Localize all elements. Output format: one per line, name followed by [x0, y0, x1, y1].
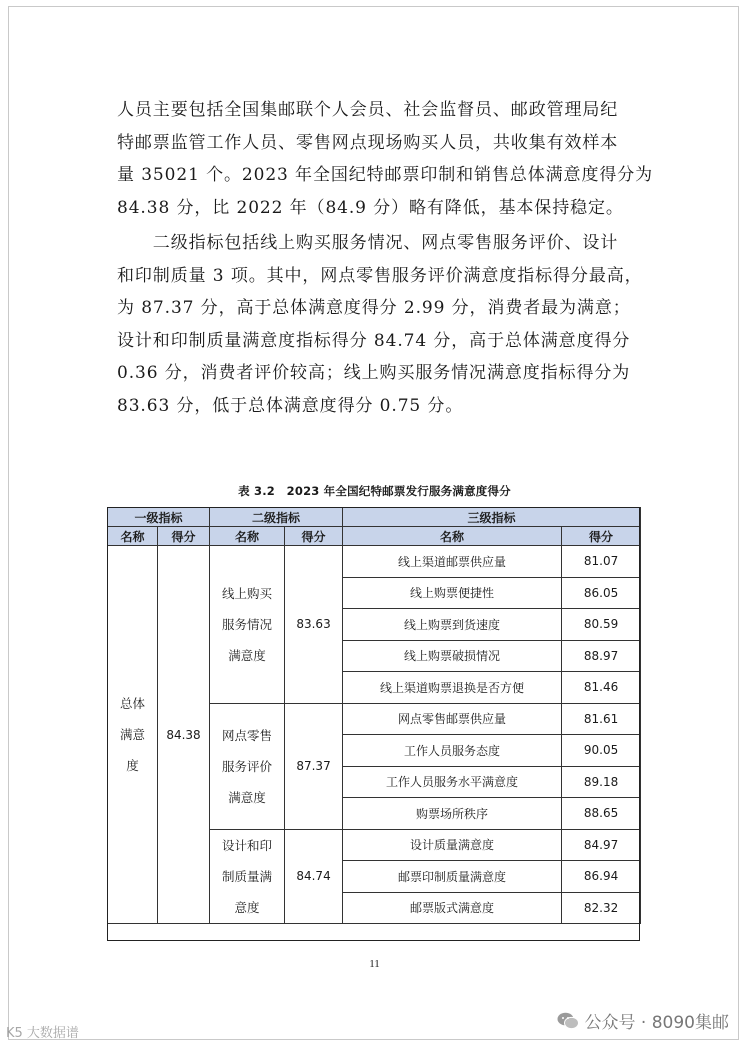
header-level3: 三级指标: [343, 508, 641, 527]
level3-score: 84.97: [562, 829, 641, 861]
text-line: 和印制质量 3 项。其中，网点零售服务评价满意度指标得分最高，: [117, 265, 643, 286]
level3-score: 88.97: [562, 640, 641, 672]
label-line: 服务评价: [222, 758, 273, 774]
text-line: 二级指标包括线上购买服务情况、网点零售服务评价、设计: [117, 233, 619, 253]
level3-name: 邮票版式满意度: [343, 892, 562, 924]
level3-score: 86.05: [562, 577, 641, 609]
level3-name: 购票场所秩序: [343, 798, 562, 830]
watermark-text: 公众号 · 8090集邮: [584, 1013, 729, 1033]
label-line: 网点零售: [222, 727, 273, 743]
header-col: 名称: [108, 527, 158, 546]
level3-name: 线上渠道购票退换是否方便: [343, 672, 562, 704]
label-line: 满意: [119, 727, 145, 742]
satisfaction-table: [107, 507, 641, 924]
label-line: 总体: [119, 696, 145, 711]
level3-name: 邮票印制质量满意度: [343, 861, 562, 893]
header-col: 得分: [285, 527, 343, 546]
text-line: 0.36 分，消费者评价较高；线上购买服务情况满意度指标得分为: [117, 363, 631, 383]
text-line: 特邮票监管工作人员、零售网点现场购买人员，共收集有效样本: [117, 132, 619, 153]
label-line: 设计和印: [222, 837, 273, 853]
text-line: 84.38 分，比 2022 年（84.9 分）略有降低，基本保持稳定。: [117, 197, 624, 218]
header-level2: 二级指标: [210, 508, 343, 527]
label-line: 满意度: [228, 789, 266, 805]
level3-score: 89.18: [562, 766, 641, 798]
label-line: 度: [126, 758, 139, 773]
level1-score: 84.38: [158, 546, 210, 924]
level2-name: [210, 546, 285, 704]
level3-score: 82.32: [562, 892, 641, 924]
body-paragraph-1: [117, 94, 654, 224]
text-line: 为 87.37 分，高于总体满意度得分 2.99 分，消费者最为满意；: [117, 298, 631, 318]
label-line: 满意度: [228, 647, 266, 663]
text-line: 量 35021 个。2023 年全国纪特邮票印制和销售总体满意度得分为: [117, 165, 654, 185]
body-paragraph-2: [117, 227, 643, 422]
stacked-label: [210, 578, 284, 671]
level3-score: 81.46: [562, 672, 641, 704]
level2-score: 83.63: [285, 546, 343, 704]
watermark-left: K5 大数据谱: [6, 1026, 79, 1041]
level3-score: 81.61: [562, 703, 641, 735]
level1-name: [108, 546, 158, 924]
level3-name: 线上购票便捷性: [343, 577, 562, 609]
level3-name: 线上购票到货速度: [343, 609, 562, 641]
stacked-label: [108, 688, 157, 781]
label-line: 制质量满: [222, 868, 273, 884]
header-col: 名称: [210, 527, 285, 546]
table-header-group-row: [108, 508, 641, 527]
level3-name: 线上渠道邮票供应量: [343, 546, 562, 578]
text-line: 83.63 分，低于总体满意度得分 0.75 分。: [117, 395, 464, 416]
level2-score: 87.37: [285, 703, 343, 829]
header-col: 名称: [343, 527, 562, 546]
level3-score: 80.59: [562, 609, 641, 641]
level3-score: 81.07: [562, 546, 641, 578]
text-line: 设计和印制质量满意度指标得分 84.74 分，高于总体满意度得分: [117, 330, 631, 351]
watermark-wechat: [557, 1008, 729, 1033]
table-row: [108, 546, 641, 578]
header-col: 得分: [562, 527, 641, 546]
level2-name: [210, 703, 285, 829]
level3-name: 工作人员服务水平满意度: [343, 766, 562, 798]
label-line: 线上购买: [222, 585, 273, 601]
header-col: 得分: [158, 527, 210, 546]
level3-name: 网点零售邮票供应量: [343, 703, 562, 735]
header-level1: 一级指标: [108, 508, 210, 527]
table-header-col-row: [108, 527, 641, 546]
label-line: 意度: [234, 899, 260, 915]
label-line: 服务情况: [222, 616, 273, 632]
wechat-icon: [557, 1012, 579, 1030]
stacked-label: [210, 830, 284, 923]
level3-score: 88.65: [562, 798, 641, 830]
level3-name: 工作人员服务态度: [343, 735, 562, 767]
level3-score: 90.05: [562, 735, 641, 767]
stacked-label: [210, 720, 284, 813]
text-line: 人员主要包括全国集邮联个人会员、社会监督员、邮政管理局纪: [117, 100, 619, 120]
level2-name: [210, 829, 285, 924]
page-number: 11: [369, 958, 380, 970]
level3-name: 线上购票破损情况: [343, 640, 562, 672]
level2-score: 84.74: [285, 829, 343, 924]
table-caption: 表 3.2 2023 年全国纪特邮票发行服务满意度得分: [238, 484, 511, 498]
level3-score: 86.94: [562, 861, 641, 893]
level3-name: 设计质量满意度: [343, 829, 562, 861]
